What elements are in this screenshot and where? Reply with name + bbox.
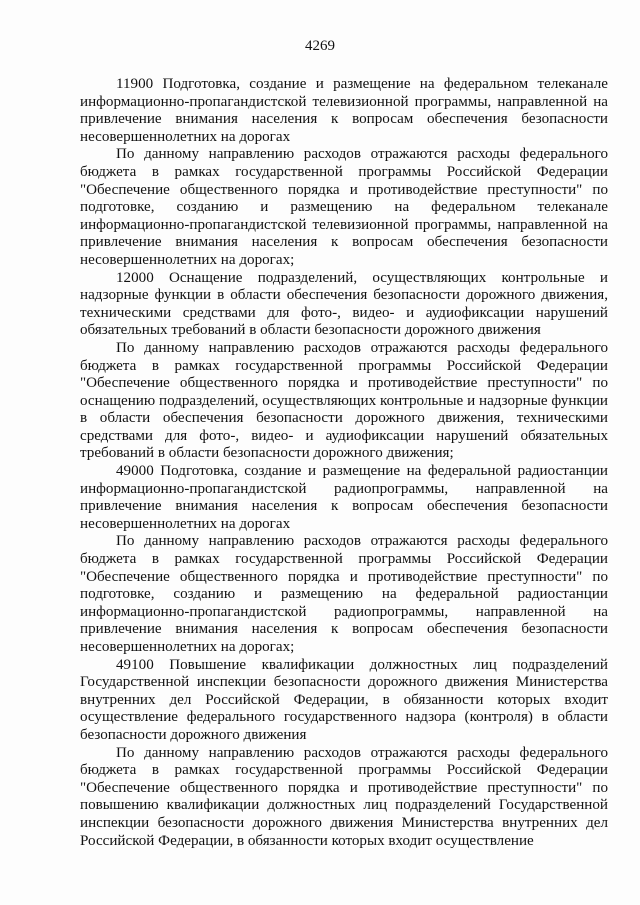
paragraph-12000-description: По данному направлению расходов отражаются расходы федерального бюджета в рамках государственной программы Российской Федерации "Обеспечение общественного порядка и противодействие преступности" по оснащению подразделений, осуществляющих контрольные и надзорные функции в области обеспечения безопасности дорожного движения, техническими средствами для фото-, видео- и аудиофиксации нарушений обязательных требований в области безопасности дорожного движения; [80,339,608,462]
paragraph-11900-description: По данному направлению расходов отражаются расходы федерального бюджета в рамках государственной программы Российской Федерации "Обеспечение общественного порядка и противодействие преступности" по подготовке, созданию и размещению на федеральном телеканале информационно-пропагандистской телевизионной программы, направленной на привлечение внимания населения к вопросам обеспечения безопасности несовершеннолетних на дорогах; [80,146,608,268]
document-body [80,76,608,850]
paragraph-49100-heading: 49100 Повышение квалификации должностных лиц подразделений Государственной инспекции безопасности дорожного движения Министерства внутренних дел Российской Федерации, в обязанности которых входит осуществление федерального государственного надзора (контроля) в области безопасности дорожного движения [80,656,608,743]
paragraph-11900-heading: 11900 Подготовка, создание и размещение на федеральном телеканале информационно-пропагандистской телевизионной программы, направленной на привлечение внимания населения к вопросам обеспечения безопасности несовершеннолетних на дорогах [80,76,608,145]
paragraph-49000-heading: 49000 Подготовка, создание и размещение на федеральной радиостанции информационно-пропагандистской радиопрограммы, направленной на привлечение внимания населения к вопросам обеспечения безопасности несовершеннолетних на дорогах [80,463,608,532]
paragraph-49000-description: По данному направлению расходов отражаются расходы федерального бюджета в рамках государственной программы Российской Федерации "Обеспечение общественного порядка и противодействие преступности" по подготовке, созданию и размещению на федеральной радиостанции информационно-пропагандистской радиопрограммы, направленной на привлечение внимания населения к вопросам обеспечения безопасности несовершеннолетних на дорогах; [80,533,608,655]
paragraph-49100-description: По данному направлению расходов отражаются расходы федерального бюджета в рамках государственной программы Российской Федерации "Обеспечение общественного порядка и противодействие преступности" по повышению квалификации должностных лиц подразделений Государственной инспекции безопасности дорожного движения Министерства внутренних дел Российской Федерации, в обязанности которых входит осуществление [80,744,608,849]
paragraph-12000-heading: 12000 Оснащение подразделений, осуществляющих контрольные и надзорные функции в области обеспечения безопасности дорожного движения, техническими средствами для фото-, видео- и аудиофиксации нарушений обязательных требований в области безопасности дорожного движения [80,269,608,339]
page-number: 4269 [305,38,335,54]
